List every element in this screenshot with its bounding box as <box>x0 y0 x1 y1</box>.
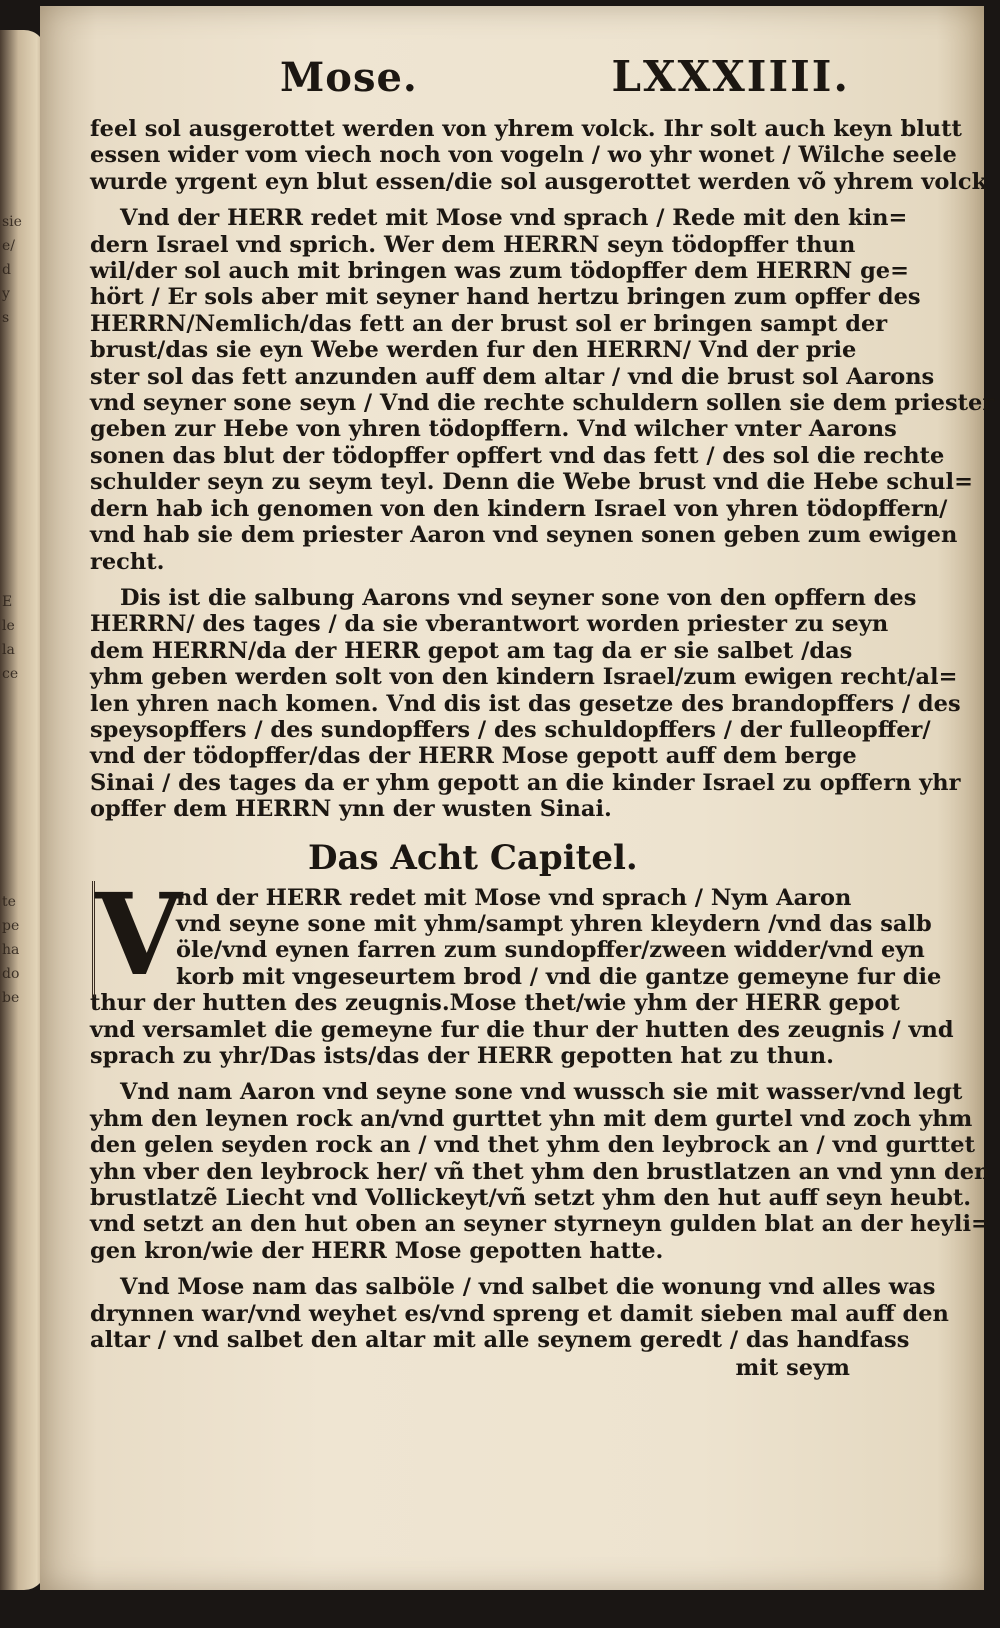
text-line: gen kron/wie der HERR Mose gepotten hatte. <box>90 1237 664 1264</box>
text-line: wil/der sol auch mit bringen was zum tödopffer dem HERRN ge= <box>90 258 909 285</box>
text-line: Dis ist die salbung Aarons vnd seyner sone von den opffern des <box>120 584 917 611</box>
text-line: drynnen war/vnd weyhet es/vnd spreng et damit sieben mal auff den <box>90 1300 949 1327</box>
text-line: Vnd Mose nam das salböle / vnd salbet die wonung vnd alles was <box>120 1274 936 1301</box>
text-line: feel sol ausgerottet werden von yhrem volck. Ihr solt auch keyn blutt <box>90 116 962 142</box>
paragraph <box>90 205 995 575</box>
text-line: HERRN/Nemlich/das fett an der brust sol er bringen sampt der <box>90 310 888 337</box>
text-line: geben zur Hebe von yhren tödopffern. Vnd wilcher vnter Aarons <box>90 416 897 443</box>
page-text-block <box>90 52 995 1382</box>
text-line: Vnd nam Aaron vnd seyne sone vnd wussch sie mit wasser/vnd legt <box>120 1079 963 1106</box>
text-line: dern hab ich genomen von den kindern Israel von yhren tödopffern/ <box>90 495 948 522</box>
paragraph <box>90 884 954 1070</box>
text-line: brust/das sie eyn Webe werden fur den HERRN/ Vnd der prie <box>90 337 857 364</box>
text-line: öle/vnd eynen farren zum sundopffer/zween widder/vnd eyn <box>176 937 925 964</box>
paragraph <box>90 1079 991 1264</box>
paragraph <box>90 584 961 823</box>
text-line: schulder seyn zu seym teyl. Denn die Webe brust vnd die Hebe schul= <box>90 469 973 496</box>
text-line: yhn vber den leybrock her/ vñ thet yhm den brustlatzen an vnd ynn den <box>90 1158 991 1185</box>
text-line: vnd seyner sone seyn / Vnd die rechte schuldern sollen sie dem priester <box>90 390 995 417</box>
running-title: Mose. <box>280 54 418 101</box>
text-line: vnd versamlet die gemeyne fur die thur der hutten des zeugnis / vnd <box>90 1016 954 1043</box>
text-line: yhm den leynen rock an/vnd gurttet yhn mit dem gurtel vnd zoch yhm <box>90 1105 973 1132</box>
text-line: ster sol das fett anzunden auff dem altar / vnd die brust sol Aarons <box>90 363 935 390</box>
text-line: dem HERRN/da der HERR gepot am tag da er sie salbet /das <box>90 637 853 664</box>
text-line: essen wider vom viech noch von vogeln / wo yhr wonet / Wilche seele <box>90 142 957 169</box>
adjacent-page-text: sie e/ d y s <box>2 214 22 326</box>
text-line: vnd setzt an den hut oben an seyner styrneyn gulden blat an der heyli= <box>90 1211 990 1238</box>
catchword: mit seym <box>735 1355 850 1382</box>
text-line: vnd der tödopffer/das der HERR Mose gepott auff dem berge <box>90 743 857 770</box>
text-line: korb mit vngeseurtem brod / vnd die gantze gemeyne fur die <box>176 963 942 990</box>
book-page <box>40 6 995 1590</box>
decorated-initial: V <box>92 881 171 997</box>
text-line: yhm geben werden solt von den kindern Israel/zum ewigen recht/al= <box>90 664 958 691</box>
text-line: vnd seyne sone mit yhm/sampt yhren kleydern /vnd das salb <box>176 910 932 937</box>
paragraph <box>90 116 988 195</box>
chapter-opening <box>90 869 954 1070</box>
text-line: wurde yrgent eyn blut essen/die sol ausgerottet werden võ yhrem volck <box>90 168 988 195</box>
text-line: Sinai / des tages da er yhm gepott an die kinder Israel zu opffern yhr <box>90 769 961 796</box>
page-header <box>90 52 850 116</box>
text-line: dern Israel vnd sprich. Wer dem HERRN seyn tödopffer thun <box>90 231 856 258</box>
paragraph <box>90 1274 949 1354</box>
text-line: sprach zu yhr/Das ists/das der HERR gepotten hat zu thun. <box>90 1043 834 1069</box>
adjacent-page-text: te pe ha do be <box>2 894 20 1006</box>
text-line: brustlatzẽ Liecht vnd Vollickeyt/vñ setzt yhm den hut auff seyn heubt. <box>90 1185 972 1212</box>
text-line: recht. <box>90 548 165 575</box>
folio-number: LXXXIIII. <box>611 52 850 101</box>
text-line: speysopffers / des sundopffers / des schuldopffers / der fulleopffer/ <box>90 716 931 743</box>
text-line: len yhren nach komen. Vnd dis ist das gesetze des brandopffers / des <box>90 690 961 717</box>
text-line: altar / vnd salbet den altar mit alle seynem geredt / das handfass <box>90 1327 910 1354</box>
text-line: opffer dem HERRN ynn der wusten Sinai. <box>90 796 612 823</box>
text-line: den gelen seyden rock an / vnd thet yhm den leybrock an / vnd gurttet <box>90 1132 975 1159</box>
text-line: nd der HERR redet mit Mose vnd sprach / Nym Aaron <box>176 884 852 911</box>
text-line: vnd hab sie dem priester Aaron vnd seynen sonen geben zum ewigen <box>90 522 958 549</box>
text-line: thur der hutten des zeugnis.Mose thet/wie yhm der HERR gepot <box>90 990 900 1017</box>
adjacent-page-text: E le la ce <box>2 594 19 682</box>
text-line: hört / Er sols aber mit seyner hand hertzu bringen zum opffer des <box>90 284 921 311</box>
text-line: Vnd der HERR redet mit Mose vnd sprach / Rede mit den kin= <box>120 205 908 232</box>
text-line: HERRN/ des tages / da sie vberantwort worden priester zu seyn <box>90 611 889 638</box>
text-line: sonen das blut der tödopffer opffert vnd das fett / des sol die rechte <box>90 442 945 469</box>
chapter-heading: Das Acht Capitel. <box>308 837 638 878</box>
